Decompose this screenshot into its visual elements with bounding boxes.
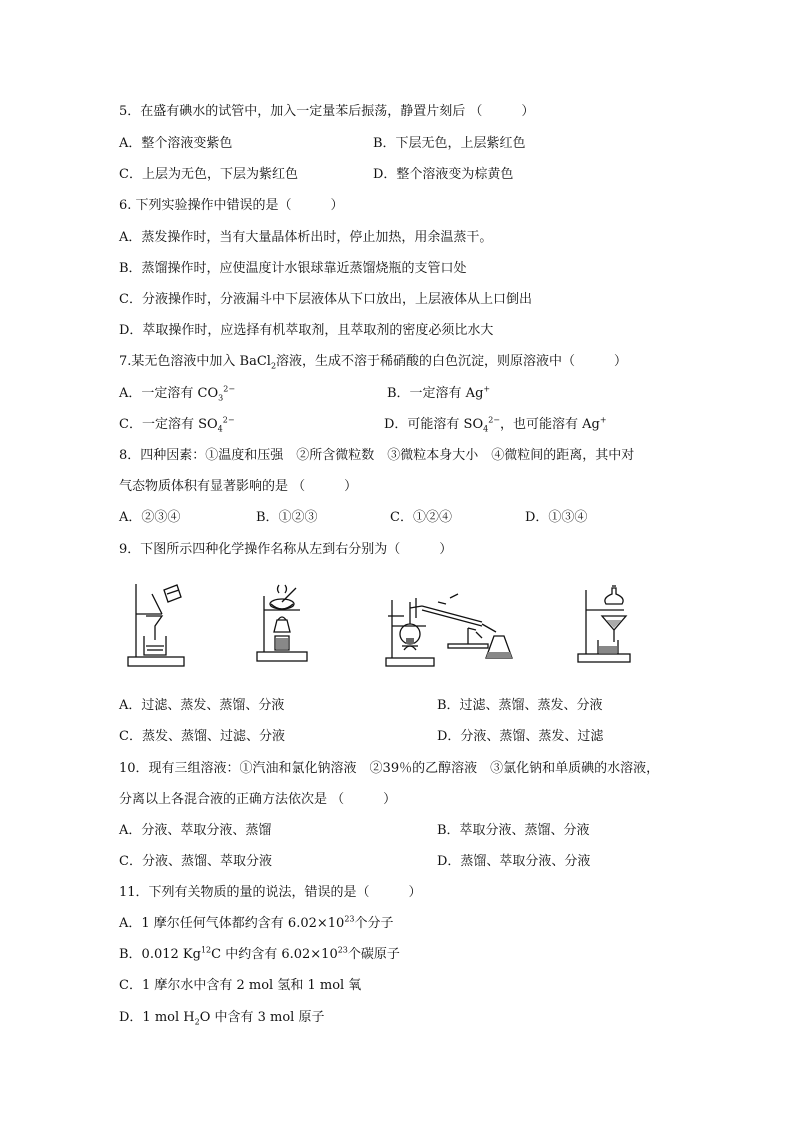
q5-option-a: A．整个溶液变紫色 [119, 136, 233, 151]
q10-option-b: B．萃取分液、蒸馏、分液 [437, 823, 590, 838]
q10-option-d: D．蒸馏、萃取分液、分液 [437, 854, 591, 869]
distillation-apparatus-figure [382, 578, 518, 670]
q11-option-d: D．1 mol $H_2O$ 中含有 3 mol 原子 [119, 1010, 325, 1027]
q6-option-a: A．蒸发操作时，当有大量晶体析出时，停止加热，用余温蒸干。 [119, 230, 493, 245]
q5-stem: 5．在盛有碘水的试管中，加入一定量苯后振荡，静置片刻后 （ ） [119, 104, 535, 119]
q11-option-c: C．1 摩尔水中含有 2 mol 氢和 1 mol 氧 [119, 978, 362, 993]
q10-option-c: C．分液、蒸馏、萃取分液 [119, 854, 272, 869]
q7-stem: 7.某无色溶液中加入 BaCl$_2$溶液，生成不溶于稀硝酸的白色沉淀，则原溶液中（ ） [119, 354, 628, 371]
q11-stem: 11．下列有关物质的量的说法，错误的是（ ） [119, 885, 422, 900]
q8-stem-line1: 8．四种因素：①温度和压强 ②所含微粒数 ③微粒本身大小 ④微粒间的距离，其中对 [119, 448, 635, 463]
q6-option-d: D．萃取操作时，应选择有机萃取剂，且萃取剂的密度必须比水大 [119, 323, 494, 338]
q9-stem: 9．下图所示四种化学操作名称从左到右分别为（ ） [119, 542, 453, 557]
q10-option-a: A．分液、萃取分液、蒸馏 [119, 823, 272, 838]
apparatus-figures [0, 578, 794, 678]
q8-option-d: D．①③④ [525, 510, 588, 525]
q8-option-a: A．②③④ [119, 510, 181, 525]
q8-option-c: C．①②④ [390, 510, 452, 525]
q11-option-a: A．1 摩尔任何气体都约含有 $6.02\times 10^{23}$个分子 [119, 914, 394, 931]
q6-option-b: B．蒸馏操作时，应使温度计水银球靠近蒸馏烧瓶的支管口处 [119, 261, 467, 276]
q7-option-a: A．一定溶有 $CO_3^{2-}$ [119, 384, 236, 403]
q10-stem-line2: 分离以上各混合液的正确方法依次是 （ ） [119, 792, 397, 807]
q6-option-c: C．分液操作时，分液漏斗中下层液体从下口放出，上层液体从上口倒出 [119, 292, 532, 307]
q9-option-c: C．蒸发、蒸馏、过滤、分液 [119, 729, 285, 744]
q5-option-d: D．整个溶液变为棕黄色 [373, 167, 514, 182]
q5-option-c: C．上层为无色，下层为紫红色 [119, 167, 298, 182]
q7-option-d: D．可能溶有 $SO_4^{2-}$，也可能溶有 Ag+ [384, 415, 607, 434]
q11-option-b: B．0.012 Kg$^{12}$C 中约含有 $6.02\times 10^{23}$个碳原子 [119, 945, 400, 962]
q5-option-b: B．下层无色，上层紫红色 [373, 136, 526, 151]
q9-option-b: B．过滤、蒸馏、蒸发、分液 [437, 698, 603, 713]
q9-option-d: D．分液、蒸馏、蒸发、过滤 [437, 729, 604, 744]
separatory-funnel-figure [574, 580, 638, 668]
q8-stem-line2: 气态物质体积有显著影响的是 （ ） [119, 479, 358, 494]
q7-option-b: B．一定溶有 Ag+ [387, 384, 491, 401]
q8-option-b: B．①②③ [256, 510, 318, 525]
q6-stem: 6. 下列实验操作中错误的是（ ） [119, 198, 344, 213]
q7-option-c: C．一定溶有 $SO_4^{2-}$ [119, 415, 235, 434]
q10-stem-line1: 10．现有三组溶液：①汽油和氯化钠溶液 ②39％的乙醇溶液 ③氯化钠和单质碘的水溶液， [119, 761, 660, 776]
q9-option-a: A．过滤、蒸发、蒸馏、分液 [119, 698, 285, 713]
filtration-apparatus-figure [122, 578, 192, 670]
evaporation-apparatus-figure [254, 580, 318, 668]
